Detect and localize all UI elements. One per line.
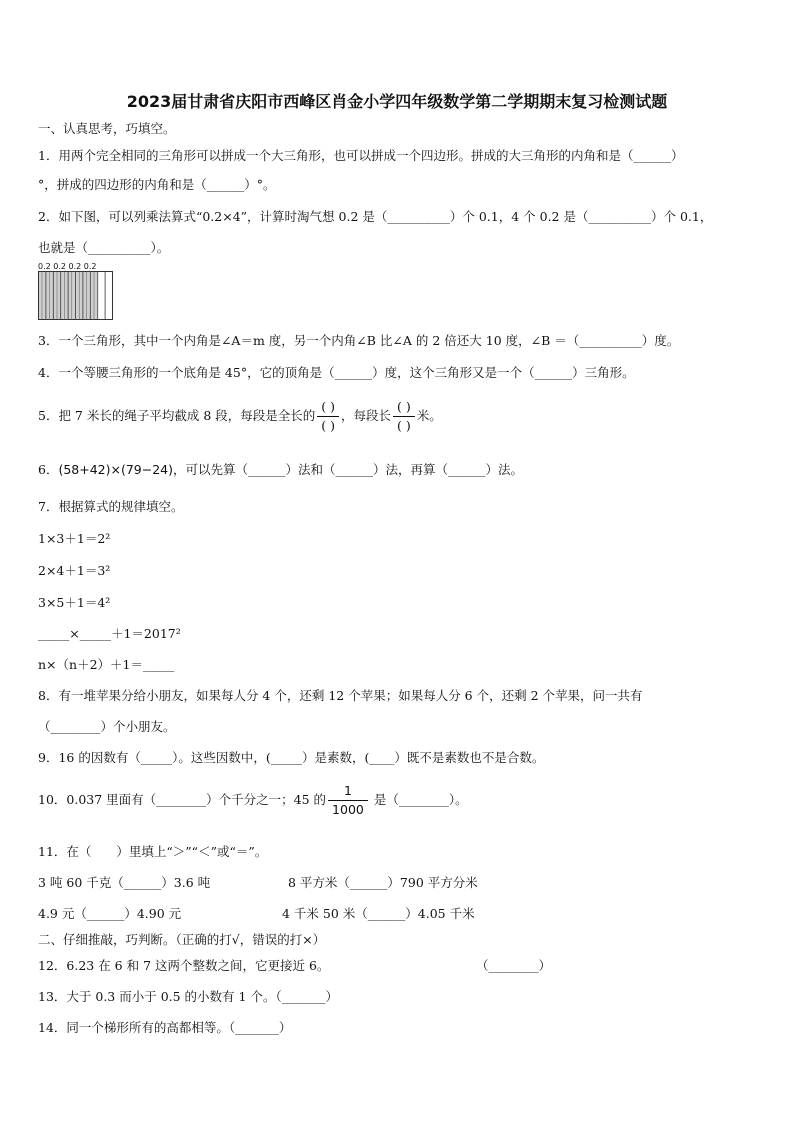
question-11-item-3: 4.9 元（______）4.90 元 [38, 906, 182, 921]
question-5-text-3: 米。 [416, 408, 442, 423]
fraction-one-thousandth [328, 782, 368, 819]
question-6-number: 6． [38, 462, 59, 477]
question-8-line-2: （________）个小朋友。 [38, 719, 176, 734]
fraction-blank-2 [393, 398, 415, 435]
question-11: 11．在（ ）里填上“＞”“＜”或“＝”。 [38, 844, 268, 859]
question-11-item-4: 4 千米 50 米（______）4.05 千米 [282, 906, 475, 921]
question-4: 4．一个等腰三角形的一个底角是 45°，它的顶角是（______）度，这个三角形又是一个（______）三角形。 [38, 365, 635, 380]
page-title: 2023届甘肃省庆阳市西峰区肖金小学四年级数学第二学期期末复习检测试题 [126, 92, 668, 111]
fraction-blank-numerator: ( ) [317, 398, 339, 417]
fraction-blank-1 [317, 398, 339, 435]
question-9: 9．16 的因数有（_____）。这些因数中，(_____）是素数，(____）既不是素数也不是合数。 [38, 750, 545, 765]
tenths-bar-diagram [38, 271, 114, 321]
question-10-text-1: 10．0.037 里面有（________）个千分之一；45 的 [38, 792, 327, 807]
question-6 [38, 462, 523, 478]
pattern-equation-5: n×（n＋2）＋1＝_____ [38, 657, 175, 672]
question-5 [38, 396, 442, 436]
fraction-numerator: 1 [328, 782, 368, 801]
section-heading-fill-in: 一、认真思考，巧填空。 [38, 121, 176, 136]
question-2-line-2: 也就是（__________）。 [38, 240, 170, 255]
figure-labels: 0.2 0.2 0.2 0.2 [38, 262, 97, 271]
question-12: 12．6.23 在 6 和 7 这两个整数之间，它更接近 6。 [38, 958, 330, 973]
fraction-blank-denominator: ( ) [397, 418, 411, 433]
section-heading-judge: 二、仔细推敲，巧判断。（正确的打√，错误的打×） [38, 932, 326, 947]
fraction-blank-numerator: ( ) [393, 398, 415, 417]
pattern-equation-4: _____×_____＋1＝2017² [38, 626, 181, 641]
question-6-text: ，可以先算（______）法和（______）法，再算（______）法。 [173, 462, 524, 477]
pattern-equation-1: 1×3＋1＝2² [38, 531, 111, 546]
question-13: 13．大于 0.3 而小于 0.5 的小数有 1 个。（_______） [38, 989, 338, 1004]
question-1-line-2: °，拼成的四边形的内角和是（______）°。 [38, 177, 276, 192]
question-6-expression: (58+42)×(79−24) [58, 462, 174, 477]
question-2-line-1: 2．如下图，可以列乘法算式“0.2×4”，计算时淘气想 0.2 是（__________）个 0.1，4 个 0.2 是（__________）个 0.1， [38, 209, 713, 224]
question-3: 3．一个三角形，其中一个内角是∠A＝m 度，另一个内角∠B 比∠A 的 2 倍还大 10 度，∠B ＝（__________）度。 [38, 333, 680, 348]
question-8-line-1: 8．有一堆苹果分给小朋友，如果每人分 4 个，还剩 12 个苹果；如果每人分 6 个，还剩 2 个苹果，问一共有 [38, 688, 643, 703]
question-14: 14．同一个梯形所有的高都相等。（_______） [38, 1020, 292, 1035]
decimal-grid-figure [38, 262, 114, 325]
fraction-denominator: 1000 [332, 802, 364, 817]
question-12-answer-blank: （________） [476, 958, 552, 973]
question-5-text-1: 5．把 7 米长的绳子平均截成 8 段，每段是全长的 [38, 408, 316, 423]
question-5-text-2: ，每段长 [341, 408, 392, 423]
question-1-line-1: 1．用两个完全相同的三角形可以拼成一个大三角形，也可以拼成一个四边形。拼成的大三角形的内角和是（______） [38, 148, 684, 163]
question-7: 7．根据算式的规律填空。 [38, 499, 184, 514]
pattern-equation-2: 2×4＋1＝3² [38, 563, 111, 578]
question-11-item-2: 8 平方米（______）790 平方分米 [288, 875, 478, 890]
question-10 [38, 780, 468, 820]
question-11-item-1: 3 吨 60 千克（______）3.6 吨 [38, 875, 211, 890]
fraction-blank-denominator: ( ) [321, 418, 335, 433]
pattern-equation-3: 3×5＋1＝4² [38, 595, 111, 610]
question-10-text-2: 是（________）。 [373, 792, 468, 807]
